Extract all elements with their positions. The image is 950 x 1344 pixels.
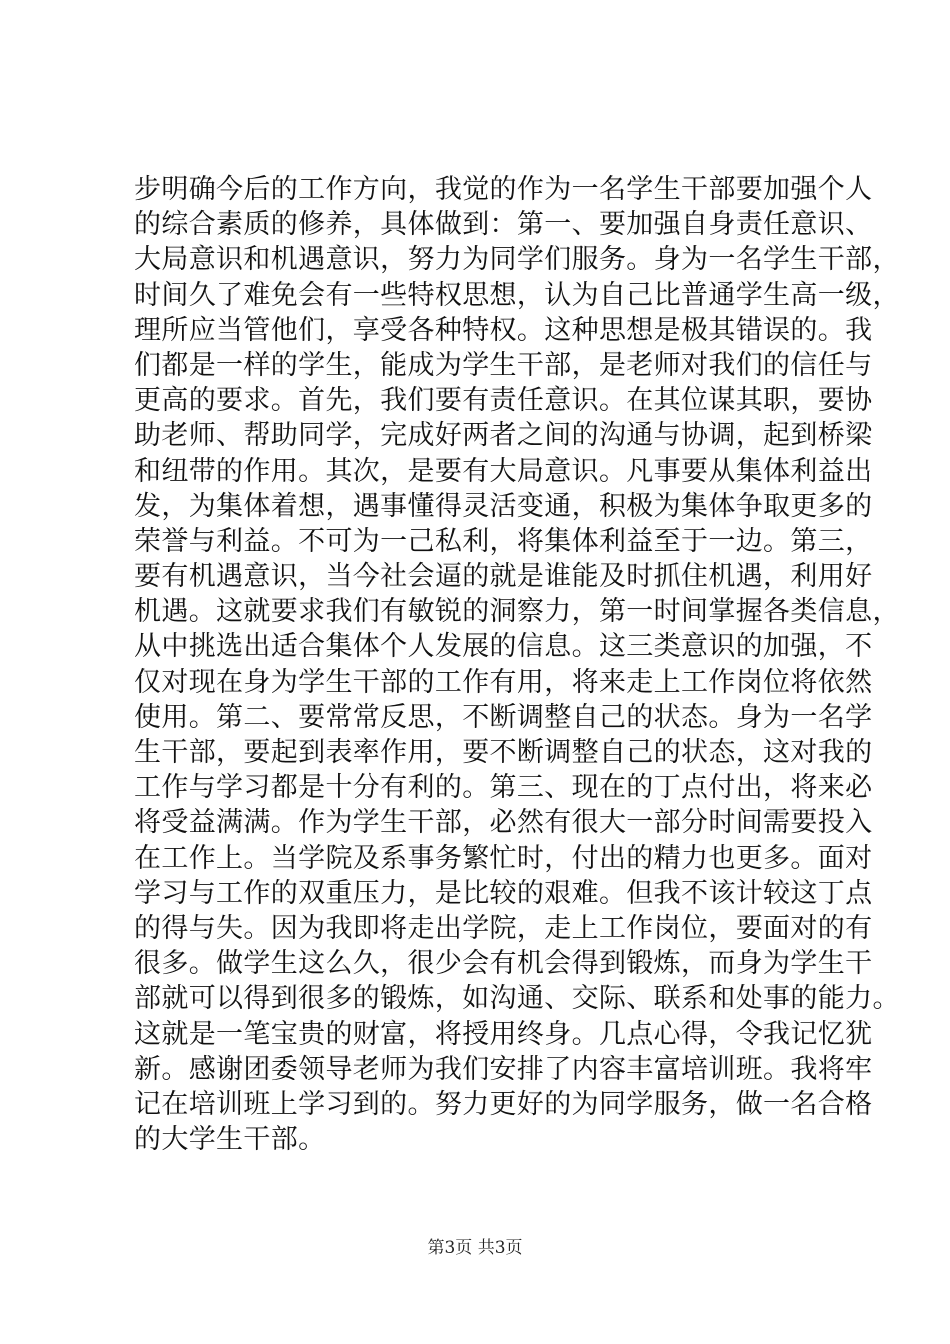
text-line: 时间久了难免会有一些特权思想，认为自己比普通学生高一级， bbox=[134, 279, 900, 311]
text-line: 记在培训班上学习到的。努力更好的为同学服务，做一名合格 bbox=[134, 1088, 873, 1120]
text-line: 在工作上。当学院及系事务繁忙时，付出的精力也更多。面对 bbox=[134, 842, 873, 874]
text-line: 生干部，要起到表率作用，要不断调整自己的状态，这对我的 bbox=[134, 737, 873, 768]
text-line: 的得与失。因为我即将走出学院，走上工作岗位，要面对的有 bbox=[134, 912, 873, 944]
text-line: 们都是一样的学生，能成为学生干部，是老师对我们的信任与 bbox=[134, 349, 873, 381]
text-line: 这就是一笔宝贵的财富，将授用终身。几点心得，令我记忆犹 bbox=[134, 1018, 873, 1050]
text-line: 大局意识和机遇意识，努力为同学们服务。身为一名学生干部， bbox=[134, 244, 900, 276]
text-line: 机遇。这就要求我们有敏锐的洞察力，第一时间掌握各类信息， bbox=[134, 596, 900, 628]
text-line: 将受益满满。作为学生干部，必然有很大一部分时间需要投入 bbox=[134, 807, 873, 839]
page-number-footer: 第3页 共3页 bbox=[427, 1238, 523, 1258]
text-line: 工作与学习都是十分有利的。第三、现在的丁点付出，将来必 bbox=[134, 772, 873, 804]
text-line: 步明确今后的工作方向，我觉的作为一名学生干部要加强个人 bbox=[134, 174, 873, 205]
text-line: 从中挑选出适合集体个人发展的信息。这三类意识的加强，不 bbox=[134, 631, 873, 663]
text-line: 的综合素质的修养，具体做到：第一、要加强自身责任意识、 bbox=[134, 209, 873, 241]
text-line: 的大学生干部。 bbox=[134, 1124, 326, 1156]
text-line: 新。感谢团委领导老师为我们安排了内容丰富培训班。我将牢 bbox=[134, 1053, 873, 1085]
text-line: 荣誉与利益。不可为一己私利，将集体利益至于一边。第三， bbox=[134, 525, 873, 557]
text-line: 理所应当管他们，享受各种特权。这种思想是极其错误的。我 bbox=[134, 314, 873, 346]
text-line: 更高的要求。首先，我们要有责任意识。在其位谋其职，要协 bbox=[134, 385, 873, 417]
text-line: 很多。做学生这么久，很少会有机会得到锻炼，而身为学生干 bbox=[134, 948, 873, 980]
text-line: 和纽带的作用。其次，是要有大局意识。凡事要从集体利益出 bbox=[134, 455, 873, 487]
text-line: 发，为集体着想，遇事懂得灵活变通，积极为集体争取更多的 bbox=[134, 490, 873, 522]
text-line: 助老师、帮助同学，完成好两者之间的沟通与协调，起到桥梁 bbox=[134, 420, 873, 452]
body-paragraph bbox=[134, 172, 900, 1157]
text-line: 学习与工作的双重压力，是比较的艰难。但我不该计较这丁点 bbox=[134, 877, 873, 909]
text-line: 使用。第二、要常常反思，不断调整自己的状态。身为一名学 bbox=[134, 701, 873, 733]
text-line: 仅对现在身为学生干部的工作有用，将来走上工作岗位将依然 bbox=[134, 666, 873, 698]
text-line: 要有机遇意识，当今社会逼的就是谁能及时抓住机遇，利用好 bbox=[134, 561, 873, 593]
text-line: 部就可以得到很多的锻炼，如沟通、交际、联系和处事的能力。 bbox=[134, 983, 900, 1015]
